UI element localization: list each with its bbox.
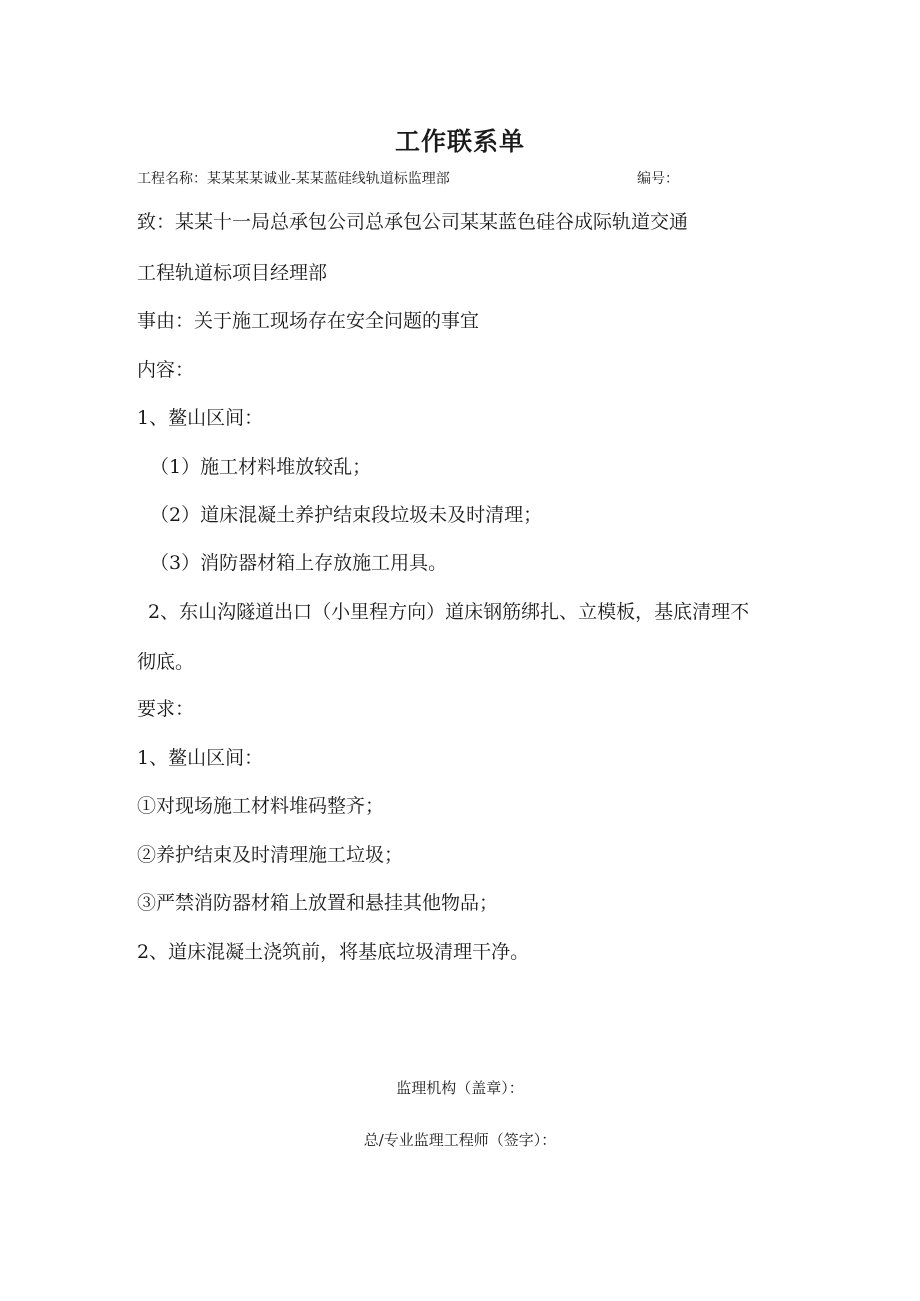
requirements-section-2: 2、道床混凝土浇筑前，将基底垃圾清理干净。 bbox=[137, 941, 530, 963]
recipient-line-1: 致：某某十一局总承包公司总承包公司某某蓝色硅谷成际轨道交通 bbox=[137, 211, 689, 233]
agency-seal-label: 监理机构（盖章）： bbox=[396, 1079, 524, 1097]
requirements-label: 要求： bbox=[137, 698, 195, 720]
requirement-item-1: ①对现场施工材料堆码整齐； bbox=[137, 795, 385, 817]
content-item-3: （3）消防器材箱上存放施工用具。 bbox=[150, 552, 448, 574]
content-section-1-title: 1、鳌山区间： bbox=[137, 407, 264, 429]
document-title: 工作联系单 bbox=[394, 127, 525, 156]
requirement-item-2: ②养护结束及时清理施工垃圾； bbox=[137, 844, 404, 866]
requirements-section-1-title: 1、鳌山区间： bbox=[137, 747, 264, 769]
engineer-signature-label: 总/专业监理工程师（签字）： bbox=[363, 1131, 557, 1149]
serial-number-label: 编号： bbox=[637, 171, 679, 187]
project-name: 工程名称：某某某某诚业-某某蓝硅线轨道标监理部 bbox=[137, 171, 450, 187]
content-item-2: （2）道床混凝土养护结束段垃圾未及时清理； bbox=[150, 504, 543, 526]
requirement-item-3: ③严禁消防器材箱上放置和悬挂其他物品； bbox=[137, 892, 499, 914]
content-item-1: （1）施工材料堆放较乱； bbox=[150, 456, 372, 478]
content-label: 内容： bbox=[137, 359, 195, 381]
subject-line: 事由：关于施工现场存在安全问题的事宜 bbox=[137, 310, 480, 332]
recipient-line-2: 工程轨道标项目经理部 bbox=[137, 262, 328, 284]
content-section-2-line-1: 2、东山沟隧道出口（小里程方向）道床钢筋绑扎、立模板，基底清理不 bbox=[148, 601, 750, 623]
content-section-2-line-2: 彻底。 bbox=[137, 651, 195, 673]
